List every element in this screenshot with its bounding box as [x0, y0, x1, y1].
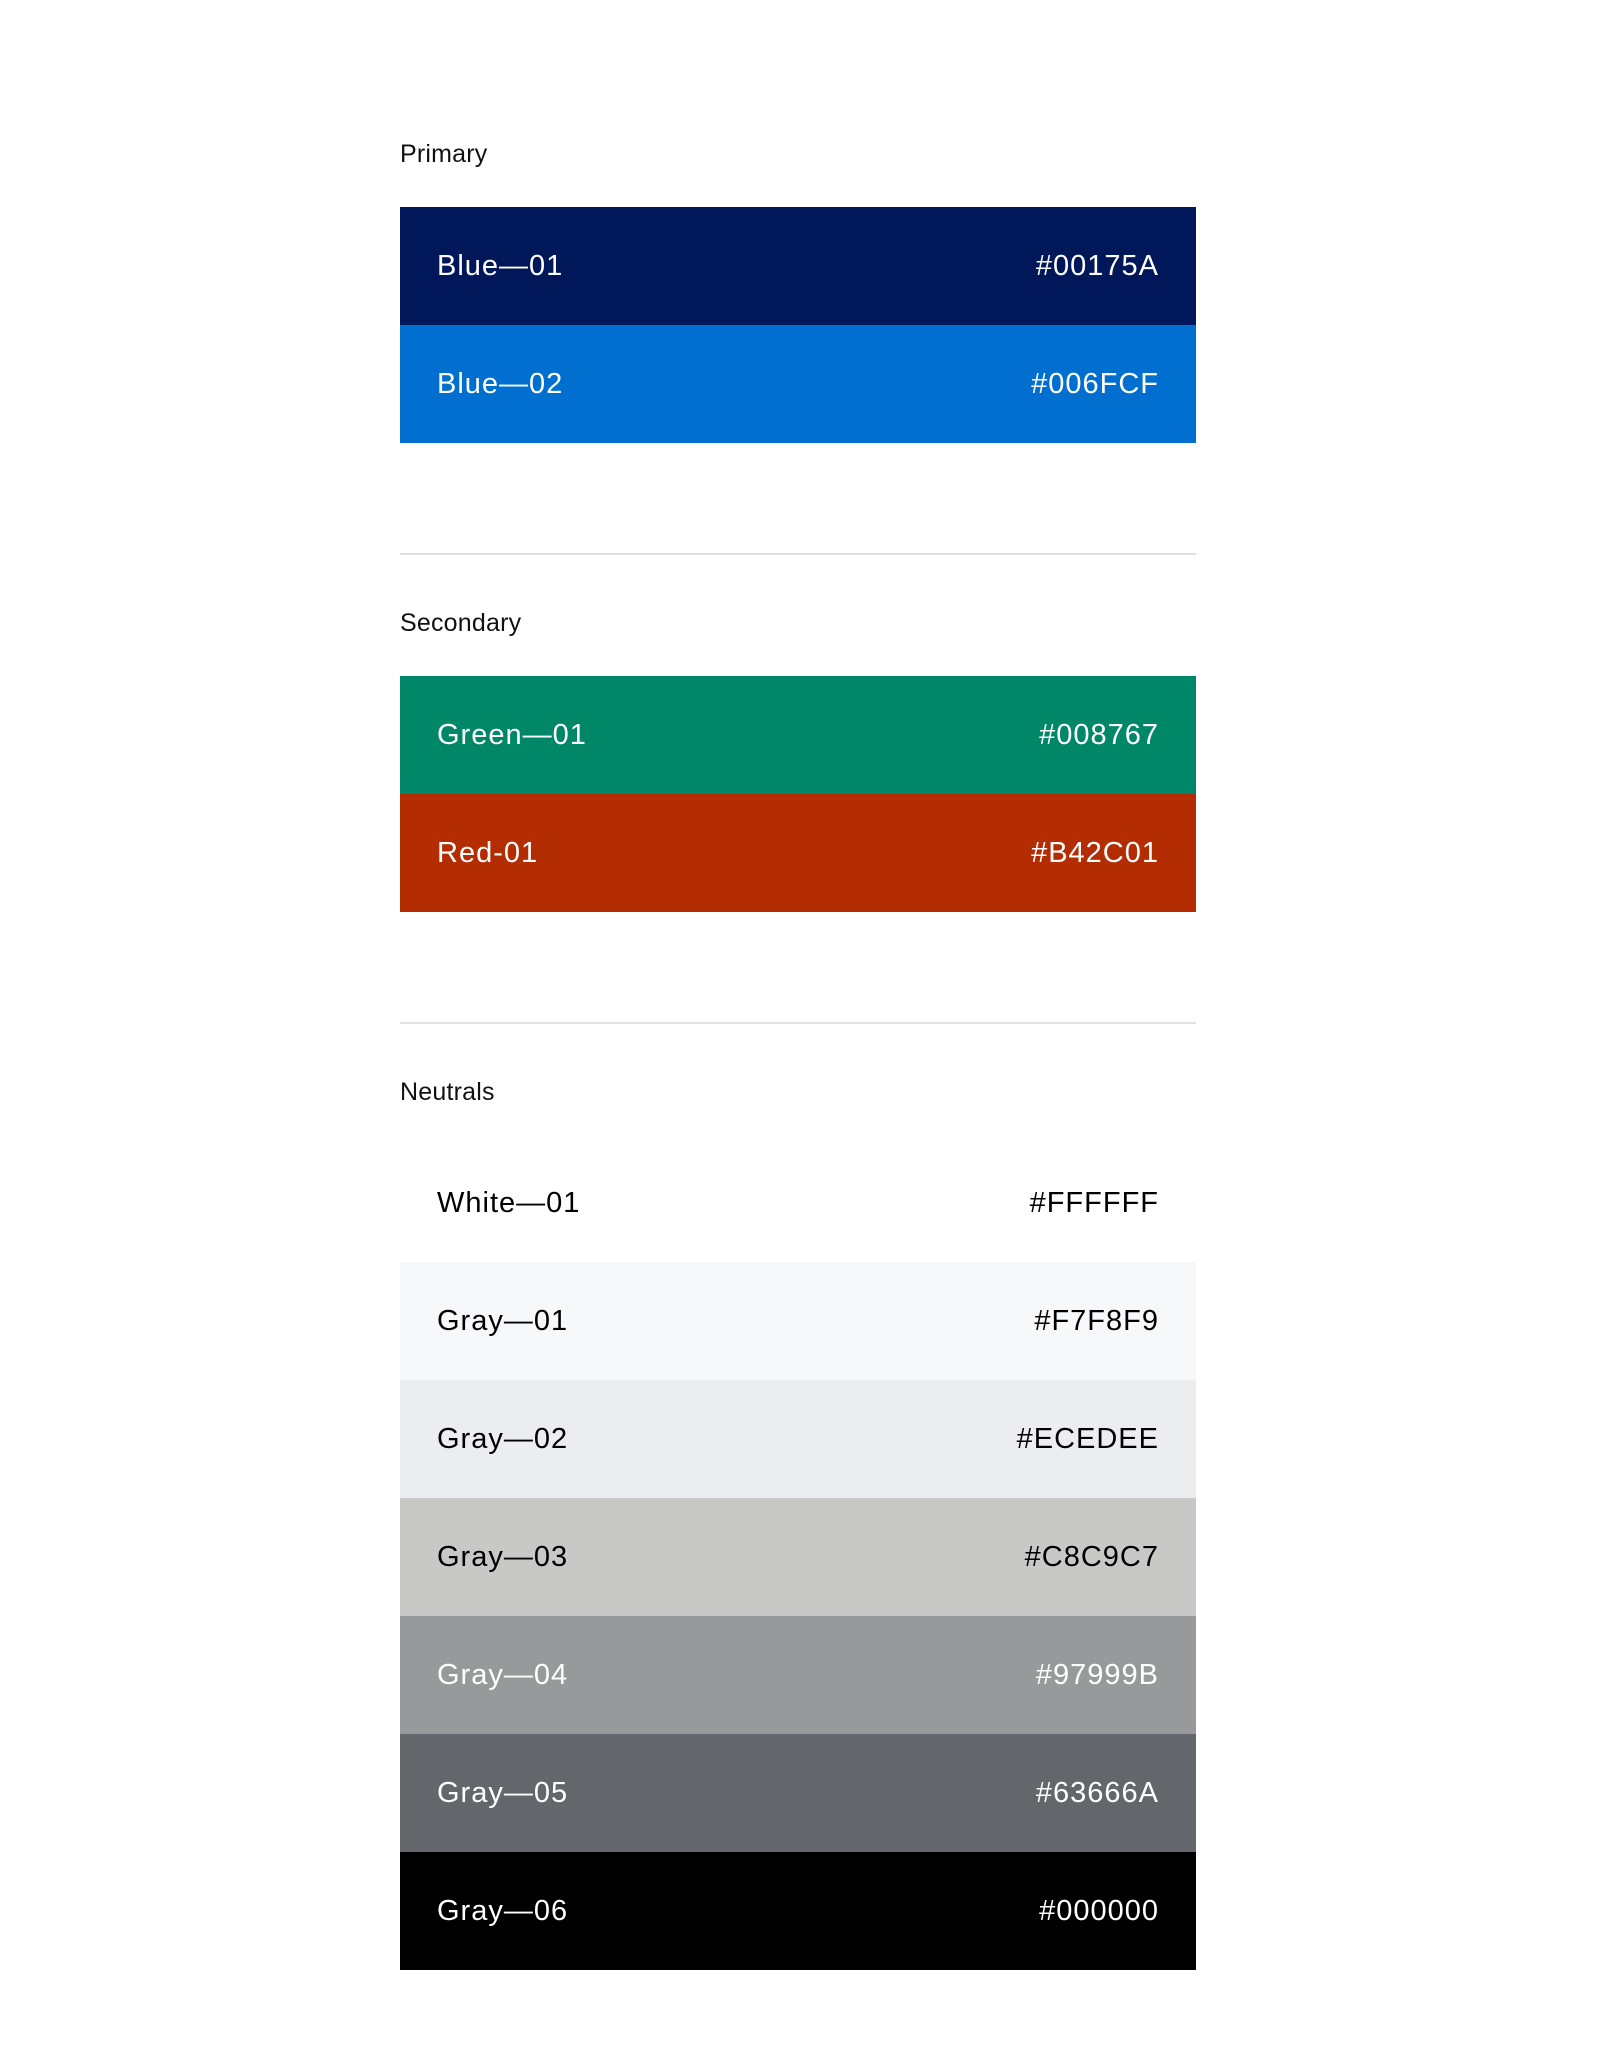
swatch-hex: #C8C9C7 — [1024, 1540, 1159, 1573]
section-title-primary: Primary — [400, 140, 488, 168]
swatch-hex: #006FCF — [1031, 367, 1159, 400]
swatch-hex: #000000 — [1039, 1894, 1159, 1927]
swatch-hex: #F7F8F9 — [1034, 1304, 1159, 1337]
swatch-name: White—01 — [437, 1186, 581, 1219]
swatch-name: Blue—02 — [437, 367, 564, 400]
swatch-hex: #00175A — [1035, 249, 1159, 282]
swatch-hex: #ECEDEE — [1016, 1422, 1159, 1455]
swatch-name: Red-01 — [437, 836, 539, 869]
swatch-gray-03 — [400, 1498, 1196, 1616]
swatch-gray-01 — [400, 1262, 1196, 1380]
swatch-hex: #63666A — [1035, 1776, 1159, 1809]
section-title-neutrals: Neutrals — [400, 1078, 495, 1106]
section-divider — [400, 553, 1196, 555]
section-title-secondary: Secondary — [400, 609, 522, 637]
swatch-hex: #B42C01 — [1031, 836, 1159, 869]
swatch-gray-05 — [400, 1734, 1196, 1852]
swatch-gray-04 — [400, 1616, 1196, 1734]
swatch-gray-06 — [400, 1852, 1196, 1970]
swatch-blue-02 — [400, 325, 1196, 443]
swatch-gray-02 — [400, 1380, 1196, 1498]
swatch-hex: #FFFFFF — [1029, 1186, 1159, 1219]
swatch-name: Gray—01 — [437, 1304, 569, 1337]
swatch-blue-01 — [400, 207, 1196, 325]
swatch-red-01 — [400, 794, 1196, 912]
swatch-white-01 — [400, 1144, 1196, 1262]
swatch-name: Green—01 — [437, 718, 587, 751]
swatch-hex: #97999B — [1035, 1658, 1159, 1691]
swatch-hex: #008767 — [1039, 718, 1159, 751]
swatch-name: Gray—06 — [437, 1894, 569, 1927]
swatch-name: Gray—02 — [437, 1422, 569, 1455]
swatch-name: Gray—03 — [437, 1540, 569, 1573]
swatch-name: Gray—04 — [437, 1658, 569, 1691]
swatch-name: Blue—01 — [437, 249, 564, 282]
swatch-name: Gray—05 — [437, 1776, 569, 1809]
swatch-green-01 — [400, 676, 1196, 794]
section-divider — [400, 1022, 1196, 1024]
